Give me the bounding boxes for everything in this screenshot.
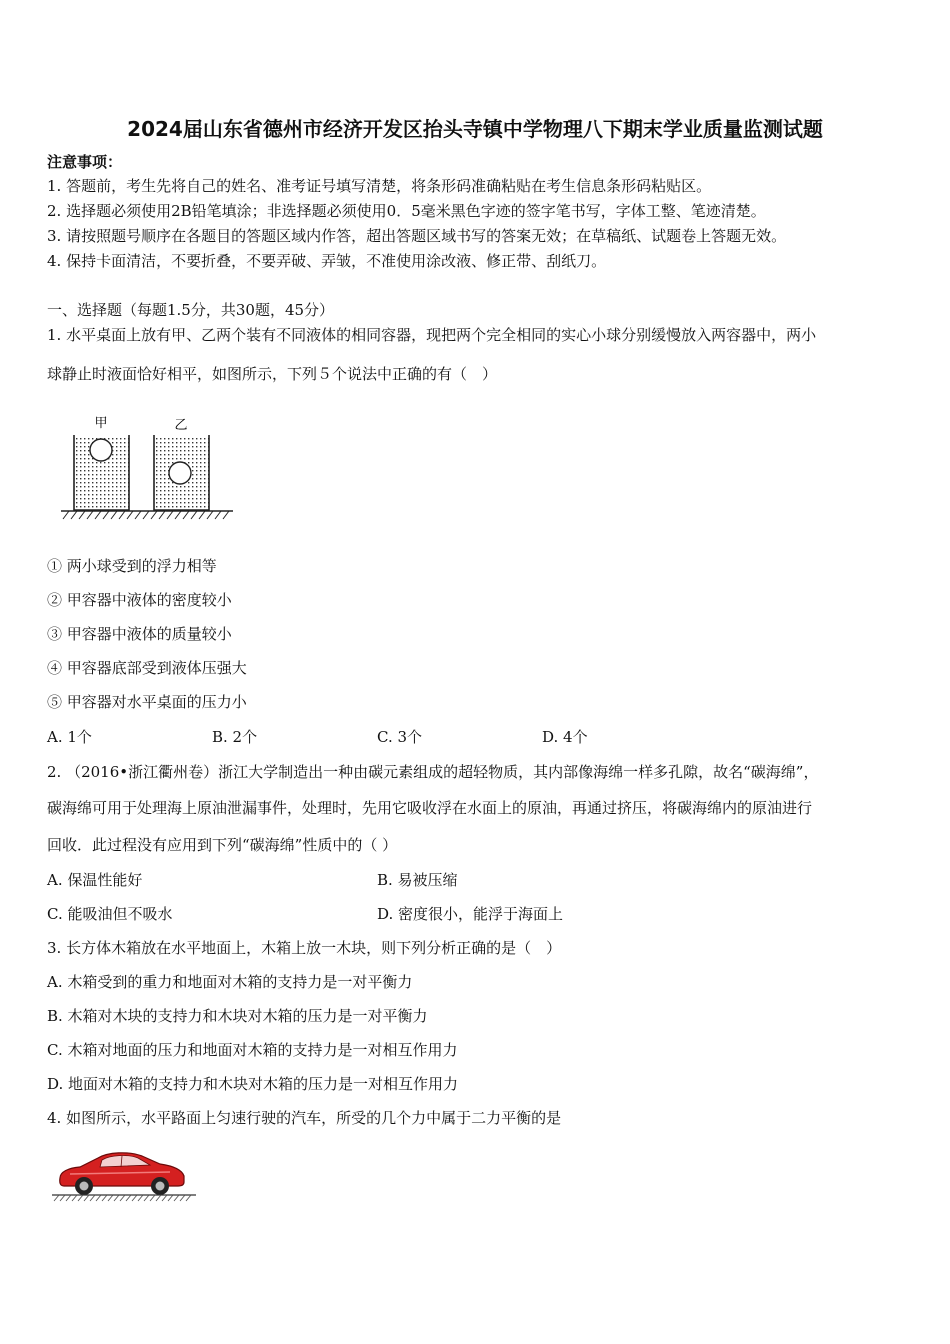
- notice-item: 2. 选择题必须使用2B铅笔填涂；非选择题必须使用0．5毫米黑色字迹的签字笔书写，字体工整、笔迹清楚。: [47, 202, 766, 220]
- q1-option-a[interactable]: A. 1个: [47, 728, 92, 746]
- q2-stem-line2: 碳海绵可用于处理海上原油泄漏事件，处理时，先用它吸收浮在水面上的原油，再通过挤压，将碳海绵内的原油进行: [47, 799, 813, 817]
- q1-statement: ① 两小球受到的浮力相等: [47, 557, 217, 575]
- q1-option-b[interactable]: B. 2个: [212, 728, 258, 746]
- page-title: 2024届山东省德州市经济开发区抬头寺镇中学物理八下期末学业质量监测试题: [127, 117, 823, 141]
- notice-item: 3. 请按照题号顺序在各题目的答题区域内作答，超出答题区域书写的答案无效；在草稿纸、试题卷上答题无效。: [47, 227, 787, 245]
- q1-statement: ⑤ 甲容器对水平桌面的压力小: [47, 693, 247, 711]
- q2-option-c[interactable]: C. 能吸油但不吸水: [47, 905, 173, 923]
- q1-statement: ④ 甲容器底部受到液体压强大: [47, 659, 247, 677]
- car-wheel-rear: [151, 1177, 169, 1195]
- container-label-a: 甲: [94, 416, 108, 431]
- notice-item: 4. 保持卡面清洁，不要折叠，不要弄破、弄皱，不准使用涂改液、修正带、刮纸刀。: [47, 252, 607, 270]
- container-b: [154, 435, 209, 510]
- q3-stem: 3. 长方体木箱放在水平地面上，木箱上放一木块，则下列分析正确的是（ ）: [47, 939, 562, 957]
- q3-option-a[interactable]: A. 木箱受到的重力和地面对木箱的支持力是一对平衡力: [47, 973, 413, 991]
- table-surface: [61, 511, 233, 519]
- q3-option-d[interactable]: D. 地面对木箱的支持力和木块对木箱的压力是一对相互作用力: [47, 1075, 459, 1093]
- q1-option-d[interactable]: D. 4个: [542, 728, 588, 746]
- q2-stem-line3: 回收．此过程没有应用到下列“碳海绵”性质中的（ ）: [47, 836, 398, 854]
- q3-option-b[interactable]: B. 木箱对木块的支持力和木块对木箱的压力是一对平衡力: [47, 1007, 428, 1025]
- q1-stem-line1: 1. 水平桌面上放有甲、乙两个装有不同液体的相同容器，现把两个完全相同的实心小球分别缓慢放入两容器中，两小: [47, 326, 817, 344]
- notice-heading: 注意事项：: [47, 153, 123, 171]
- q2-option-b[interactable]: B. 易被压缩: [377, 871, 458, 889]
- container-label-b: 乙: [174, 418, 188, 433]
- q2-stem-line1: 2. （2016•浙江衢州卷）浙江大学制造出一种由碳元素组成的超轻物质，其内部像海绵一样多孔隙，故名“碳海绵”，: [47, 763, 819, 781]
- q1-containers-figure: [55, 405, 245, 525]
- q3-option-c[interactable]: C. 木箱对地面的压力和地面对木箱的支持力是一对相互作用力: [47, 1041, 458, 1059]
- car-wheel-front: [75, 1177, 93, 1195]
- q1-statement: ② 甲容器中液体的密度较小: [47, 591, 232, 609]
- q1-stem-line2: 球静止时液面恰好相平，如图所示，下列５个说法中正确的有（ ）: [47, 365, 498, 383]
- notice-item: 1. 答题前，考生先将自己的姓名、准考证号填写清楚，将条形码准确粘贴在考生信息条形码粘贴区。: [47, 177, 712, 195]
- car-figure: [50, 1148, 200, 1204]
- q1-option-c[interactable]: C. 3个: [377, 728, 423, 746]
- q1-statement: ③ 甲容器中液体的质量较小: [47, 625, 232, 643]
- q2-option-d[interactable]: D. 密度很小，能浮于海面上: [377, 905, 564, 923]
- container-a: [74, 435, 129, 510]
- q4-stem: 4. 如图所示，水平路面上匀速行驶的汽车，所受的几个力中属于二力平衡的是: [47, 1109, 562, 1127]
- q2-option-a[interactable]: A. 保温性能好: [47, 871, 143, 889]
- section-heading: 一、选择题（每题1.5分，共30题，45分）: [47, 301, 335, 319]
- road-surface: [52, 1195, 196, 1201]
